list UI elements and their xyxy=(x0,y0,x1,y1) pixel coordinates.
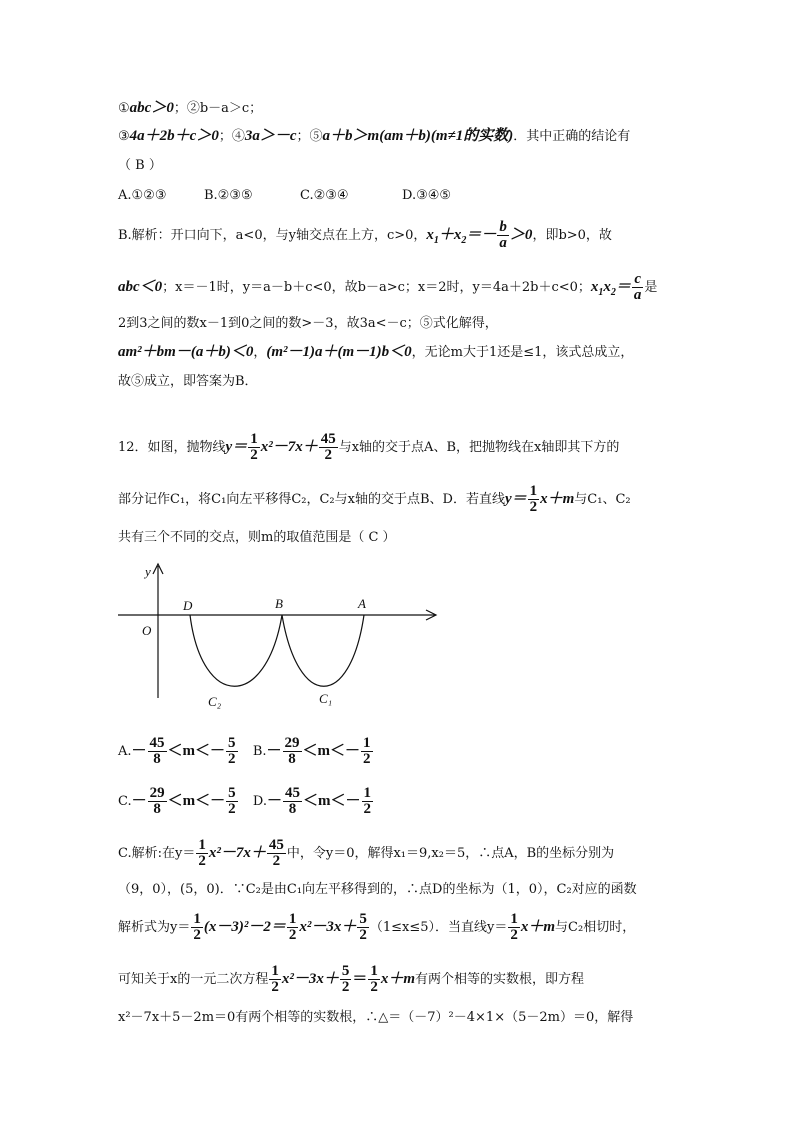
solution-line-1 xyxy=(118,220,612,251)
frac-den: 8 xyxy=(288,801,297,817)
fraction xyxy=(196,838,208,869)
fraction xyxy=(340,964,352,995)
solution-line-2 xyxy=(118,272,657,303)
frac-den: 2 xyxy=(288,927,297,943)
circled-1: ① xyxy=(118,101,130,116)
solution12-line-5: x²－7x＋5－2m＝0有两个相等的实数根，∴△＝（－7）²－4×1×（5－2m）＝0，解得 xyxy=(118,1010,634,1025)
frac-den: a xyxy=(633,287,642,303)
solution-text: B.解析：开口向下，a<0，与y轴交点在上方，c>0， xyxy=(118,228,427,243)
math-sum-roots: $x_1+x_2=-$ xyxy=(426,227,497,246)
math-x: x xyxy=(590,279,599,295)
frac-num: 45 xyxy=(320,431,336,447)
frac-den: 8 xyxy=(288,751,296,767)
fraction xyxy=(528,484,540,515)
frac-den: 2 xyxy=(529,499,538,515)
math-expr-4: 3a＞－c xyxy=(244,128,297,144)
math-expr: ＜m＜－ xyxy=(302,743,361,759)
math-x: x xyxy=(603,279,611,295)
frac-den: 2 xyxy=(363,751,371,767)
fraction-b-over-a xyxy=(497,220,509,251)
curve-c2 xyxy=(190,615,282,686)
choice-d-label: D. xyxy=(252,794,268,809)
math-expr: ＜m＜－ xyxy=(303,793,361,809)
solution-text: C.解析:在y＝ xyxy=(118,846,196,861)
minus: － xyxy=(266,743,282,759)
math-ineq-2: (m²－1)a＋(m－1)b＜0 xyxy=(266,344,412,360)
math-x: x xyxy=(426,227,434,243)
sep-5: ；⑤ xyxy=(296,129,323,144)
option-d: D.③④⑤ xyxy=(402,188,452,203)
frac-den: 2 xyxy=(198,853,206,869)
frac-num: b xyxy=(499,219,507,235)
frac-den: 2 xyxy=(510,927,518,943)
math-expr: x＋m xyxy=(380,971,416,987)
math-ineq-1: am²＋bm－(a＋b)＜0 xyxy=(118,344,254,360)
sep-4: ；④ xyxy=(218,129,245,144)
origin-label: O xyxy=(142,623,152,638)
frac-den: 2 xyxy=(271,979,279,995)
frac-num: 45 xyxy=(149,735,165,751)
choices-row-1 xyxy=(118,736,374,767)
minus: － xyxy=(131,793,147,809)
solution12-line-4 xyxy=(118,964,584,995)
answer-paren: （ B ） xyxy=(118,158,162,173)
frac-num: 1 xyxy=(370,963,378,979)
circled-3: ③ xyxy=(118,129,130,144)
solution-line-3: 2到3之间的数x－1到0之间的数>－3，故3a<－c；⑤式化解得， xyxy=(118,316,498,331)
problem-12-line-1 xyxy=(118,432,619,463)
math-expr: ＜m＜－ xyxy=(167,743,226,759)
frac-num: 45 xyxy=(285,785,301,801)
frac-num: 1 xyxy=(193,911,201,927)
solution-text: 解析式为y＝ xyxy=(118,920,191,935)
math-plus-x: ＋x xyxy=(438,227,462,243)
math-abc-lt-0: abc＜0 xyxy=(118,279,163,295)
fraction xyxy=(148,786,167,817)
frac-den: 2 xyxy=(370,979,378,995)
statement-line-1 xyxy=(118,98,262,119)
math-y-eq: y＝ xyxy=(504,491,527,507)
frac-num: 1 xyxy=(363,735,371,751)
frac-den: 2 xyxy=(272,853,281,869)
problem-text: 12．如图，抛物线 xyxy=(118,440,226,455)
choice-c-label: C. xyxy=(118,794,132,809)
options-row xyxy=(118,186,451,206)
frac-den: 2 xyxy=(250,447,258,463)
frac-num: 1 xyxy=(271,963,279,979)
frac-den: 2 xyxy=(359,927,367,943)
fraction xyxy=(361,736,373,767)
frac-den: 8 xyxy=(153,751,161,767)
frac-num: 1 xyxy=(198,837,206,853)
frac-num: 1 xyxy=(529,483,538,499)
option-a: A.①②③ xyxy=(118,188,167,203)
solution-text: ，即b>0，故 xyxy=(532,228,612,243)
solution-text: 中，令y＝0，解得x₁＝9,x₂＝5，∴点A，B的坐标分别为 xyxy=(286,846,615,861)
frac-num: 29 xyxy=(284,735,300,751)
fraction xyxy=(287,912,299,943)
problem-text: 与x轴的交于点A、B，把抛物线在x轴即其下方的 xyxy=(338,440,620,455)
frac-den: 2 xyxy=(228,801,236,817)
fraction-c-over-a xyxy=(632,272,644,303)
problem-text: 部分记作C₁，将C₁向左平移得C₂，C₂与x轴的交于点B、D．若直线 xyxy=(118,492,505,507)
fraction xyxy=(248,432,260,463)
fraction xyxy=(226,786,238,817)
point-a-label: A xyxy=(358,596,366,611)
solution-text: 是 xyxy=(644,280,658,295)
frac-den: 2 xyxy=(341,979,350,995)
fraction xyxy=(357,912,369,943)
math-eq: ＝ xyxy=(352,971,368,987)
problem-12-line-2 xyxy=(118,484,631,515)
solution-text: ；x＝－1时，y＝a－b＋c<0，故b－a>c；x＝2时，y＝4a＋2b＋c<0； xyxy=(162,280,591,295)
problem-text: 与C₁、C₂ xyxy=(574,492,631,507)
frac-num: 45 xyxy=(268,837,284,853)
math-y-eq: y＝ xyxy=(225,439,248,455)
solution12-line-1 xyxy=(118,838,614,869)
statement-text: ；②b－a＞c； xyxy=(173,101,263,116)
solution-line-4 xyxy=(118,342,633,363)
curve-c1 xyxy=(282,615,364,686)
fraction xyxy=(269,964,281,995)
problem-12-line-3: 共有三个不同的交点，则m的取值范围是（ C ） xyxy=(118,530,396,545)
minus: － xyxy=(267,793,283,809)
math-eq: ＝－ xyxy=(466,227,497,243)
frac-num: 5 xyxy=(341,963,350,979)
math-expr-5: a＋b＞m(am＋b)(m≠1的实数) xyxy=(322,128,514,144)
fraction xyxy=(283,786,302,817)
fraction xyxy=(226,736,238,767)
statement-tail: ．其中正确的结论有 xyxy=(513,129,631,144)
solution12-line-2: （9，0），(5，0)．∵C₂是由C₁向左平移得到的，∴点D的坐标为（1，0），C₂对应的函数 xyxy=(118,882,637,897)
frac-den: 2 xyxy=(324,447,332,463)
choice-a-label: A. xyxy=(118,744,132,759)
frac-den: 2 xyxy=(228,751,236,767)
math-expr: x²－7x＋ xyxy=(260,439,318,455)
frac-den: 2 xyxy=(193,927,201,943)
math-abc: abc＞0 xyxy=(129,100,174,116)
math-expr: x²－3x＋ xyxy=(281,971,339,987)
c1-label: C₁ xyxy=(319,691,333,706)
fraction xyxy=(148,736,167,767)
frac-num: 1 xyxy=(250,431,258,447)
math-expr: x＋m xyxy=(520,919,556,935)
point-b-label: B xyxy=(275,596,283,611)
frac-den: 8 xyxy=(153,801,161,817)
solution-text: 与C₂相切时， xyxy=(555,920,636,935)
solution-text: 可知关于x的一元二次方程 xyxy=(118,972,269,987)
option-c: C.②③④ xyxy=(300,188,349,203)
math-expr: x²－3x＋ xyxy=(299,919,357,935)
choice-b-label: B. xyxy=(252,744,267,759)
math-expr: ＜m＜－ xyxy=(167,793,226,809)
fraction xyxy=(283,736,302,767)
option-b: B.②③⑤ xyxy=(204,188,253,203)
solution-text: （1≤x≤5）．当直线y＝ xyxy=(369,920,508,935)
math-gt-0: ＞0 xyxy=(509,227,533,243)
frac-num: c xyxy=(634,271,641,287)
choices-row-2 xyxy=(118,786,374,817)
y-label: y xyxy=(145,564,151,579)
frac-num: 29 xyxy=(149,785,165,801)
fraction xyxy=(362,786,374,817)
fraction xyxy=(191,912,203,943)
math-product-roots: $x_1x_2=$ xyxy=(590,279,631,298)
frac-num: 5 xyxy=(228,785,236,801)
fraction xyxy=(319,432,338,463)
frac-num: 5 xyxy=(359,911,367,927)
parabola-figure xyxy=(118,560,448,720)
math-expr: x＋m xyxy=(540,491,575,507)
c2-label: C₂ xyxy=(208,694,222,709)
frac-num: 1 xyxy=(363,785,372,801)
math-expr: (x－3)²－2＝ xyxy=(203,919,286,935)
frac-num: 5 xyxy=(228,735,236,751)
fraction xyxy=(267,838,286,869)
frac-den: a xyxy=(499,235,507,251)
solution-line-5: 故⑤成立，即答案为B． xyxy=(118,374,258,389)
minus: － xyxy=(131,743,147,759)
fraction xyxy=(368,964,380,995)
math-expr: x²－7x＋ xyxy=(208,845,266,861)
sep: ， xyxy=(253,345,267,360)
fraction xyxy=(508,912,520,943)
solution-text: 有两个相等的实数根，即方程 xyxy=(415,972,585,987)
statement-line-2 xyxy=(118,126,630,147)
point-d-label: D xyxy=(183,598,193,613)
frac-num: 1 xyxy=(510,911,518,927)
solution-text: ，无论m大于1还是≤1，该式总成立， xyxy=(411,345,634,360)
frac-num: 1 xyxy=(288,911,297,927)
math-expr-3: 4a＋2b＋c＞0 xyxy=(129,128,219,144)
frac-den: 2 xyxy=(363,801,372,817)
solution12-line-3 xyxy=(118,912,635,943)
math-eq: ＝ xyxy=(615,279,631,295)
